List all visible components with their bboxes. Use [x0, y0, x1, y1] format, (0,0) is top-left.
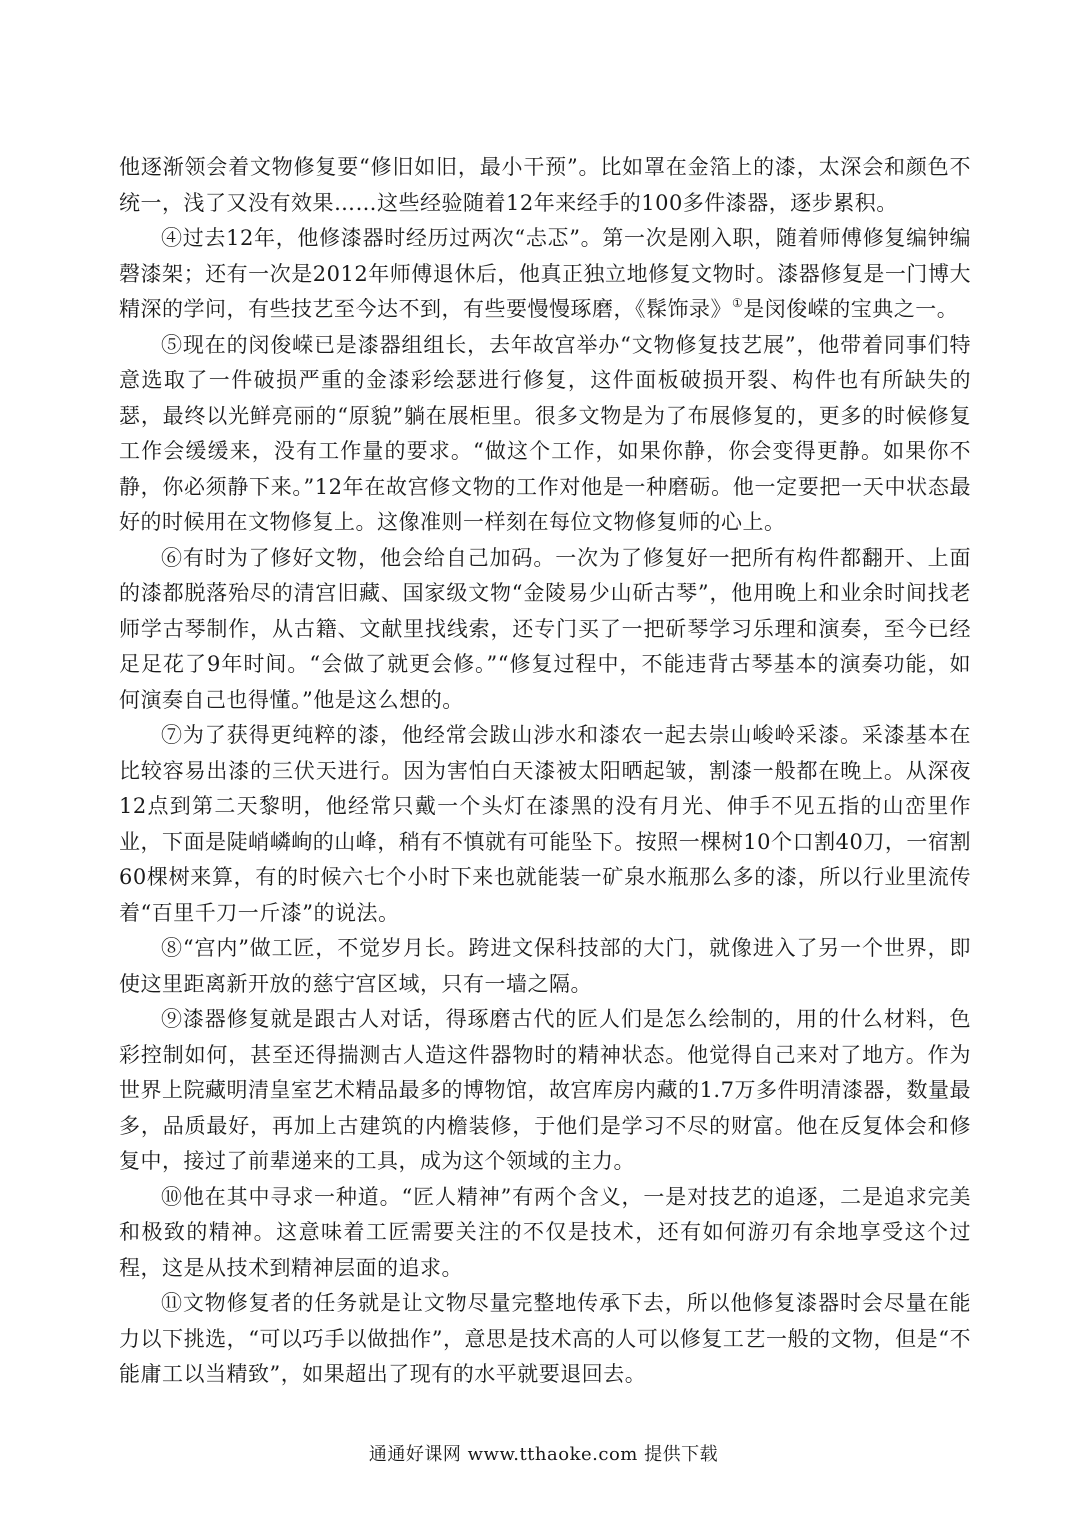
paragraph-5: ⑤现在的闵俊嵘已是漆器组组长，去年故宫举办“文物修复技艺展”，他带着同事们特意选取了一件破损严重的金漆彩绘瑟进行修复，这件面板破损开裂、构件也有所缺失的瑟，最终以光鲜亮丽的“原貌”躺在展柜里。很多文物是为了布展修复的，更多的时候修复工作会缓缓来，没有工作量的要求。“做这个工作，如果你静，你会变得更静。如果你不静，你必须静下来。”12年在故宫修文物的工作对他是一种磨砺。他一定要把一天中状态最好的时候用在文物修复上。这像准则一样刻在每位文物修复师的心上。	[119, 332, 971, 534]
paragraph-continuation: 他逐渐领会着文物修复要“修旧如旧，最小干预”。比如罩在金箔上的漆，太深会和颜色不统一，浅了又没有效果……这些经验随着12年来经手的100多件漆器，逐步累积。	[119, 155, 971, 215]
paragraph-8: ⑧“宫内”做工匠，不觉岁月长。跨进文保科技部的大门，就像进入了另一个世界，即使这里距离新开放的慈宁宫区域，只有一墙之隔。	[119, 936, 971, 996]
paragraph-10: ⑩他在其中寻求一种道。“匠人精神”有两个含义，一是对技艺的追逐，二是追求完美和极致的精神。这意味着工匠需要关注的不仅是技术，还有如何游刃有余地享受这个过程，这是从技术到精神层面的追求。	[119, 1184, 971, 1280]
paragraph-6: ⑥有时为了修好文物，他会给自己加码。一次为了修复好一把所有构件都翻开、上面的漆都脱落殆尽的清宫旧藏、国家级文物“金陵易少山斫古琴”，他用晚上和业余时间找老师学古琴制作，从古籍、文献里找线索，还专门买了一把斫琴学习乐理和演奏，至今已经足足花了9年时间。“会做了就更会修。”“修复过程中，不能违背古琴基本的演奏功能，如何演奏自己也得懂。”他是这么想的。	[119, 545, 971, 712]
paragraph-9: ⑨漆器修复就是跟古人对话，得琢磨古代的匠人们是怎么绘制的，用的什么材料，色彩控制如何，甚至还得揣测古人造这件器物时的精神状态。他觉得自己来对了地方。作为世界上院藏明清皇室艺术精品最多的博物馆，故宫库房内藏的1.7万多件明清漆器，数量最多，品质最好，再加上古建筑的内檐装修，于他们是学习不尽的财富。他在反复体会和修复中，接过了前辈递来的工具，成为这个领域的主力。	[119, 1007, 971, 1173]
article-body	[119, 150, 971, 1393]
paragraph-4-text-after: 是闵俊嵘的宝典之一。	[743, 297, 959, 321]
page-footer: 通通好课网 www.tthaoke.com 提供下载	[368, 1444, 719, 1465]
footnote-marker: ①	[732, 296, 744, 310]
paragraph-4-text-before: ④过去12年，他修漆器时经历过两次“忐忑”。第一次是刚入职，随着师傅修复编钟编磬漆架；还有一次是2012年师傅退休后，他真正独立地修复文物时。漆器修复是一门博大精深的学问，有些技艺至今达不到，有些要慢慢琢磨，《髹饰录》	[119, 226, 971, 321]
paragraph-11: ⑪文物修复者的任务就是让文物尽量完整地传承下去，所以他修复漆器时会尽量在能力以下挑选，“可以巧手以做拙作”，意思是技术高的人可以修复工艺一般的文物，但是“不能庸工以当精致”，如果超出了现有的水平就要退回去。	[119, 1291, 971, 1386]
paragraph-4	[119, 221, 971, 328]
paragraph-7: ⑦为了获得更纯粹的漆，他经常会跋山涉水和漆农一起去崇山峻岭采漆。采漆基本在比较容易出漆的三伏天进行。因为害怕白天漆被太阳晒起皱，割漆一般都在晚上。从深夜12点到第二天黎明，他经常只戴一个头灯在漆黑的没有月光、伸手不见五指的山峦里作业，下面是陡峭嶙峋的山峰，稍有不慎就有可能坠下。按照一棵树10个口割40刀，一宿割60棵树来算，有的时候六七个小时下来也就能装一矿泉水瓶那么多的漆，所以行业里流传着“百里千刀一斤漆”的说法。	[119, 723, 971, 925]
